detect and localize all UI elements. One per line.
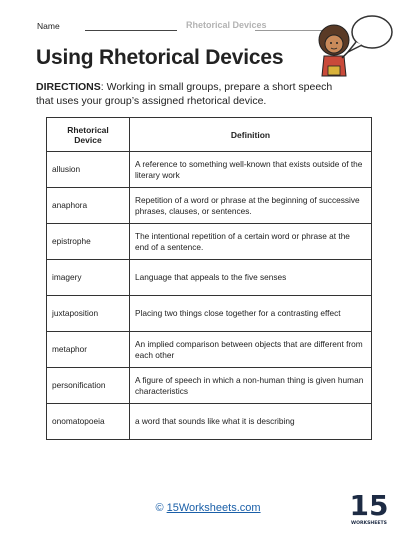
table-row: [47, 188, 372, 224]
device-term: epistrophe: [47, 224, 130, 260]
logo-word: WORKSHEETS: [351, 521, 387, 526]
device-definition: Language that appeals to the five senses: [130, 260, 372, 296]
student-speech-bubble-illustration: [306, 10, 396, 80]
device-definition: An implied comparison between objects that are different from each other: [130, 332, 372, 368]
site-link[interactable]: 15Worksheets.com: [166, 502, 261, 514]
page-title: Using Rhetorical Devices: [36, 46, 284, 69]
device-definition: The intentional repetition of a certain word or phrase at the end of a sentence.: [130, 224, 372, 260]
device-definition: a word that sounds like what it is describing: [130, 404, 372, 440]
directions-text: : Working in small groups, prepare a short speech that uses your group’s assigned rhetorical device.: [36, 81, 333, 107]
column-header-definition: Definition: [130, 118, 372, 152]
name-line: [85, 30, 177, 31]
name-label: Name: [37, 21, 60, 31]
directions-label: DIRECTIONS: [36, 81, 101, 93]
device-term: allusion: [47, 152, 130, 188]
table-row: [47, 404, 372, 440]
device-definition: A figure of speech in which a non-human thing is given human characteristics: [130, 368, 372, 404]
table-row: [47, 260, 372, 296]
device-term: juxtaposition: [47, 296, 130, 332]
device-definition: Repetition of a word or phrase at the beginning of successive phrases, clauses, or sentences.: [130, 188, 372, 224]
device-term: onomatopoeia: [47, 404, 130, 440]
device-term: anaphora: [47, 188, 130, 224]
header-tag: Rhetorical Devices: [186, 20, 267, 30]
device-term: personification: [47, 368, 130, 404]
table-row: [47, 368, 372, 404]
15worksheets-logo: [349, 487, 389, 527]
table-row: [47, 152, 372, 188]
column-header-device: Rhetorical Device: [47, 118, 130, 152]
logo-number: 15: [349, 489, 389, 522]
copyright-icon: ©: [155, 502, 164, 514]
table-header-row: [47, 118, 372, 152]
device-definition: Placing two things close together for a contrasting effect: [130, 296, 372, 332]
rhetorical-devices-table: [46, 117, 372, 440]
table-row: [47, 332, 372, 368]
device-term: imagery: [47, 260, 130, 296]
directions: [36, 80, 336, 108]
table-row: [47, 224, 372, 260]
device-definition: A reference to something well-known that exists outside of the literary work: [130, 152, 372, 188]
table-row: [47, 296, 372, 332]
device-term: metaphor: [47, 332, 130, 368]
